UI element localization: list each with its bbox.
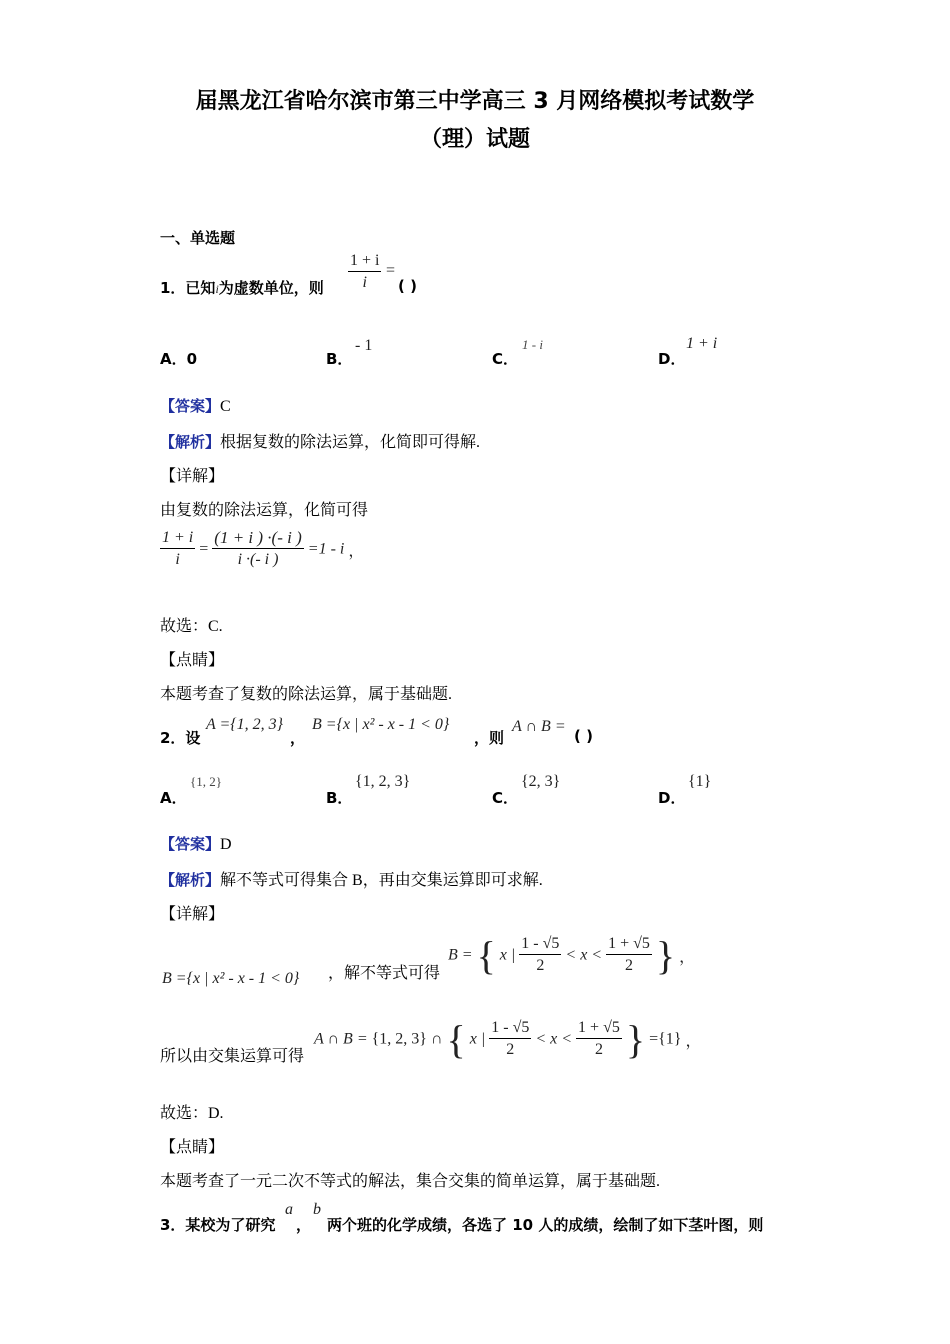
q2-paren: ( ): [574, 727, 593, 745]
q2-frac-left-den: 2: [536, 957, 545, 974]
q1-option-d-label: D．: [658, 350, 686, 368]
q2-detail-set-123: {1, 2, 3}: [371, 1030, 427, 1048]
q2-set-b: B ={x | x² - x - 1 < 0}: [312, 716, 450, 733]
document-title-line2: （理）试题: [419, 127, 530, 152]
q3-prefix: 3．某校为了研究: [160, 1216, 276, 1234]
q2-detail-b-label: B =: [448, 946, 473, 964]
q2-frac-left-den-2: 2: [506, 1041, 515, 1058]
q1-eq-tail: ，: [348, 543, 365, 560]
q2-detail-result: ={1}: [649, 1030, 682, 1048]
q2-detail-a-cap-b: A ∩ B =: [314, 1030, 368, 1048]
q2-analysis-tag: 【解析】: [160, 871, 221, 889]
q2-detail-tail2: ，: [685, 1033, 702, 1050]
q3-rest: 两个班的化学成绩，各选了 10 人的成绩，绘制了如下茎叶图，则: [327, 1216, 764, 1234]
q2-left-brace: {: [476, 933, 496, 978]
q2-detail-text2: 所以由交集运算可得: [160, 1048, 305, 1065]
q2-frac-left-num: 1 - √5: [519, 934, 561, 955]
q1-option-a: [160, 348, 197, 369]
q2-right-brace-2: }: [625, 1017, 646, 1062]
q1-option-d-value: 1 + i: [686, 335, 718, 352]
q2-option-b-label: B．: [326, 789, 353, 807]
q1-comment-tag: 【点睛】: [160, 652, 225, 669]
q1-eq-frac2-den: i ·(- i ): [237, 551, 279, 568]
q1-comment: 本题考查了复数的除法运算，属于基础题.: [160, 686, 453, 703]
q2-detail-set-b: B ={x | x² - x - 1 < 0}: [162, 970, 300, 987]
q1-detail-line: 由复数的除法运算，化简可得: [160, 502, 369, 519]
q1-stem-mid: 为虚数单位，则: [218, 279, 324, 297]
q1-analysis-text: 根据复数的除法运算，化简即可得解.: [220, 434, 481, 451]
q2-detail-lt: < x <: [565, 946, 603, 964]
q2-intersection: A ∩ B =: [512, 718, 566, 735]
q1-eq-frac2-num: (1 + i ) ·(- i ): [214, 528, 302, 547]
q2-answer: [160, 833, 232, 854]
q2-detail-lt-2: < x <: [535, 1030, 573, 1048]
q1-option-c-value: 1 - i: [522, 337, 543, 352]
q2-option-a-value: {1, 2}: [190, 774, 222, 789]
q1-frac-num: 1 + i: [348, 251, 381, 272]
q1-eq-frac1-num: 1 + i: [160, 528, 195, 549]
q1-option-a-value: 0: [186, 350, 198, 368]
q1-analysis: [160, 429, 480, 452]
q2-detail-x-2: x |: [469, 1030, 486, 1048]
q1-answer-tag: 【答案】: [160, 397, 221, 415]
q2-detail-cap: ∩: [430, 1030, 443, 1048]
q1-option-b-label: B．: [326, 350, 353, 368]
q2-option-a-label: A．: [160, 789, 187, 807]
q1-option-b-value: - 1: [355, 337, 373, 354]
q3-var-a: a: [285, 1201, 293, 1218]
q2-detail-b-set: [448, 932, 695, 992]
q2-option-c-value: {2, 3}: [521, 773, 561, 790]
q2-detail-x: x |: [499, 946, 516, 964]
q2-frac-right-den-2: 2: [594, 1041, 603, 1058]
q1-answer-value: C: [220, 398, 231, 415]
q1-detail-tag: 【详解】: [160, 468, 225, 485]
q2-option-b-value: {1, 2, 3}: [355, 773, 411, 790]
q2-set-a: A ={1, 2, 3}: [206, 716, 284, 733]
q2-frac-right-den: 2: [625, 957, 633, 974]
document-title-line1: 届黑龙江省哈尔滨市第三中学高三 3 月网络模拟考试数学: [195, 89, 755, 114]
q2-answer-tag: 【答案】: [160, 835, 221, 853]
section-heading: 一、单选题: [160, 229, 236, 247]
q1-frac-den: i: [362, 274, 367, 291]
q2-sep: ，: [290, 729, 306, 747]
q2-detail-intersection: [314, 1016, 701, 1076]
q3-comma: ，: [296, 1216, 312, 1234]
q2-option-c-label: C．: [492, 789, 519, 807]
q1-eq-result: =1 - i: [307, 540, 345, 558]
q1-eq-frac1-den: i: [175, 551, 180, 568]
q2-stem-mid: ，则: [474, 729, 505, 747]
q2-analysis: [160, 867, 543, 890]
q1-stem-prefix: 1．已知: [160, 279, 216, 297]
q1-analysis-tag: 【解析】: [160, 433, 221, 451]
q2-detail-tail1: ，: [679, 949, 696, 966]
q1-option-a-label: A．: [160, 350, 187, 368]
q1-conclusion: 故选：C.: [160, 618, 223, 635]
q2-analysis-text: 解不等式可得集合 B，再由交集运算即可求解.: [220, 872, 543, 889]
q2-comment: 本题考查了一元二次不等式的解法，集合交集的简单运算，属于基础题.: [160, 1173, 661, 1190]
q2-frac-left-num-2: 1 - √5: [489, 1018, 531, 1039]
q2-frac-right-num-2: 1 + √5: [576, 1018, 622, 1039]
q2-comment-tag: 【点睛】: [160, 1139, 225, 1156]
q1-stem: [160, 277, 324, 298]
q1-equals: =: [386, 262, 396, 279]
q2-frac-right-num: 1 + √5: [606, 934, 652, 955]
q2-detail-text1: ，解不等式可得: [328, 965, 441, 982]
q2-stem-prefix: 2．设: [160, 729, 201, 747]
q1-option-c-label: C．: [492, 350, 519, 368]
q2-left-brace-2: {: [446, 1017, 466, 1062]
q1-answer: [160, 395, 231, 416]
q2-detail-tag: 【详解】: [160, 906, 225, 923]
q2-answer-value: D: [220, 836, 232, 853]
q3-var-b: b: [313, 1201, 321, 1218]
q2-option-d-label: D．: [658, 789, 686, 807]
q1-stem-fraction: [348, 251, 381, 294]
q2-option-d-value: {1}: [688, 773, 712, 790]
q1-paren: ( ): [398, 277, 417, 295]
q1-equation: $\frac{1 + i}{i}$ = $\frac{(1 + i ) \cdot(- i )}{i \cdot(- i )}$ =1 - i ，: [160, 528, 364, 571]
q2-conclusion: 故选：D.: [160, 1105, 224, 1122]
q2-right-brace: }: [655, 933, 676, 978]
q1-stem-var: i: [215, 282, 219, 296]
